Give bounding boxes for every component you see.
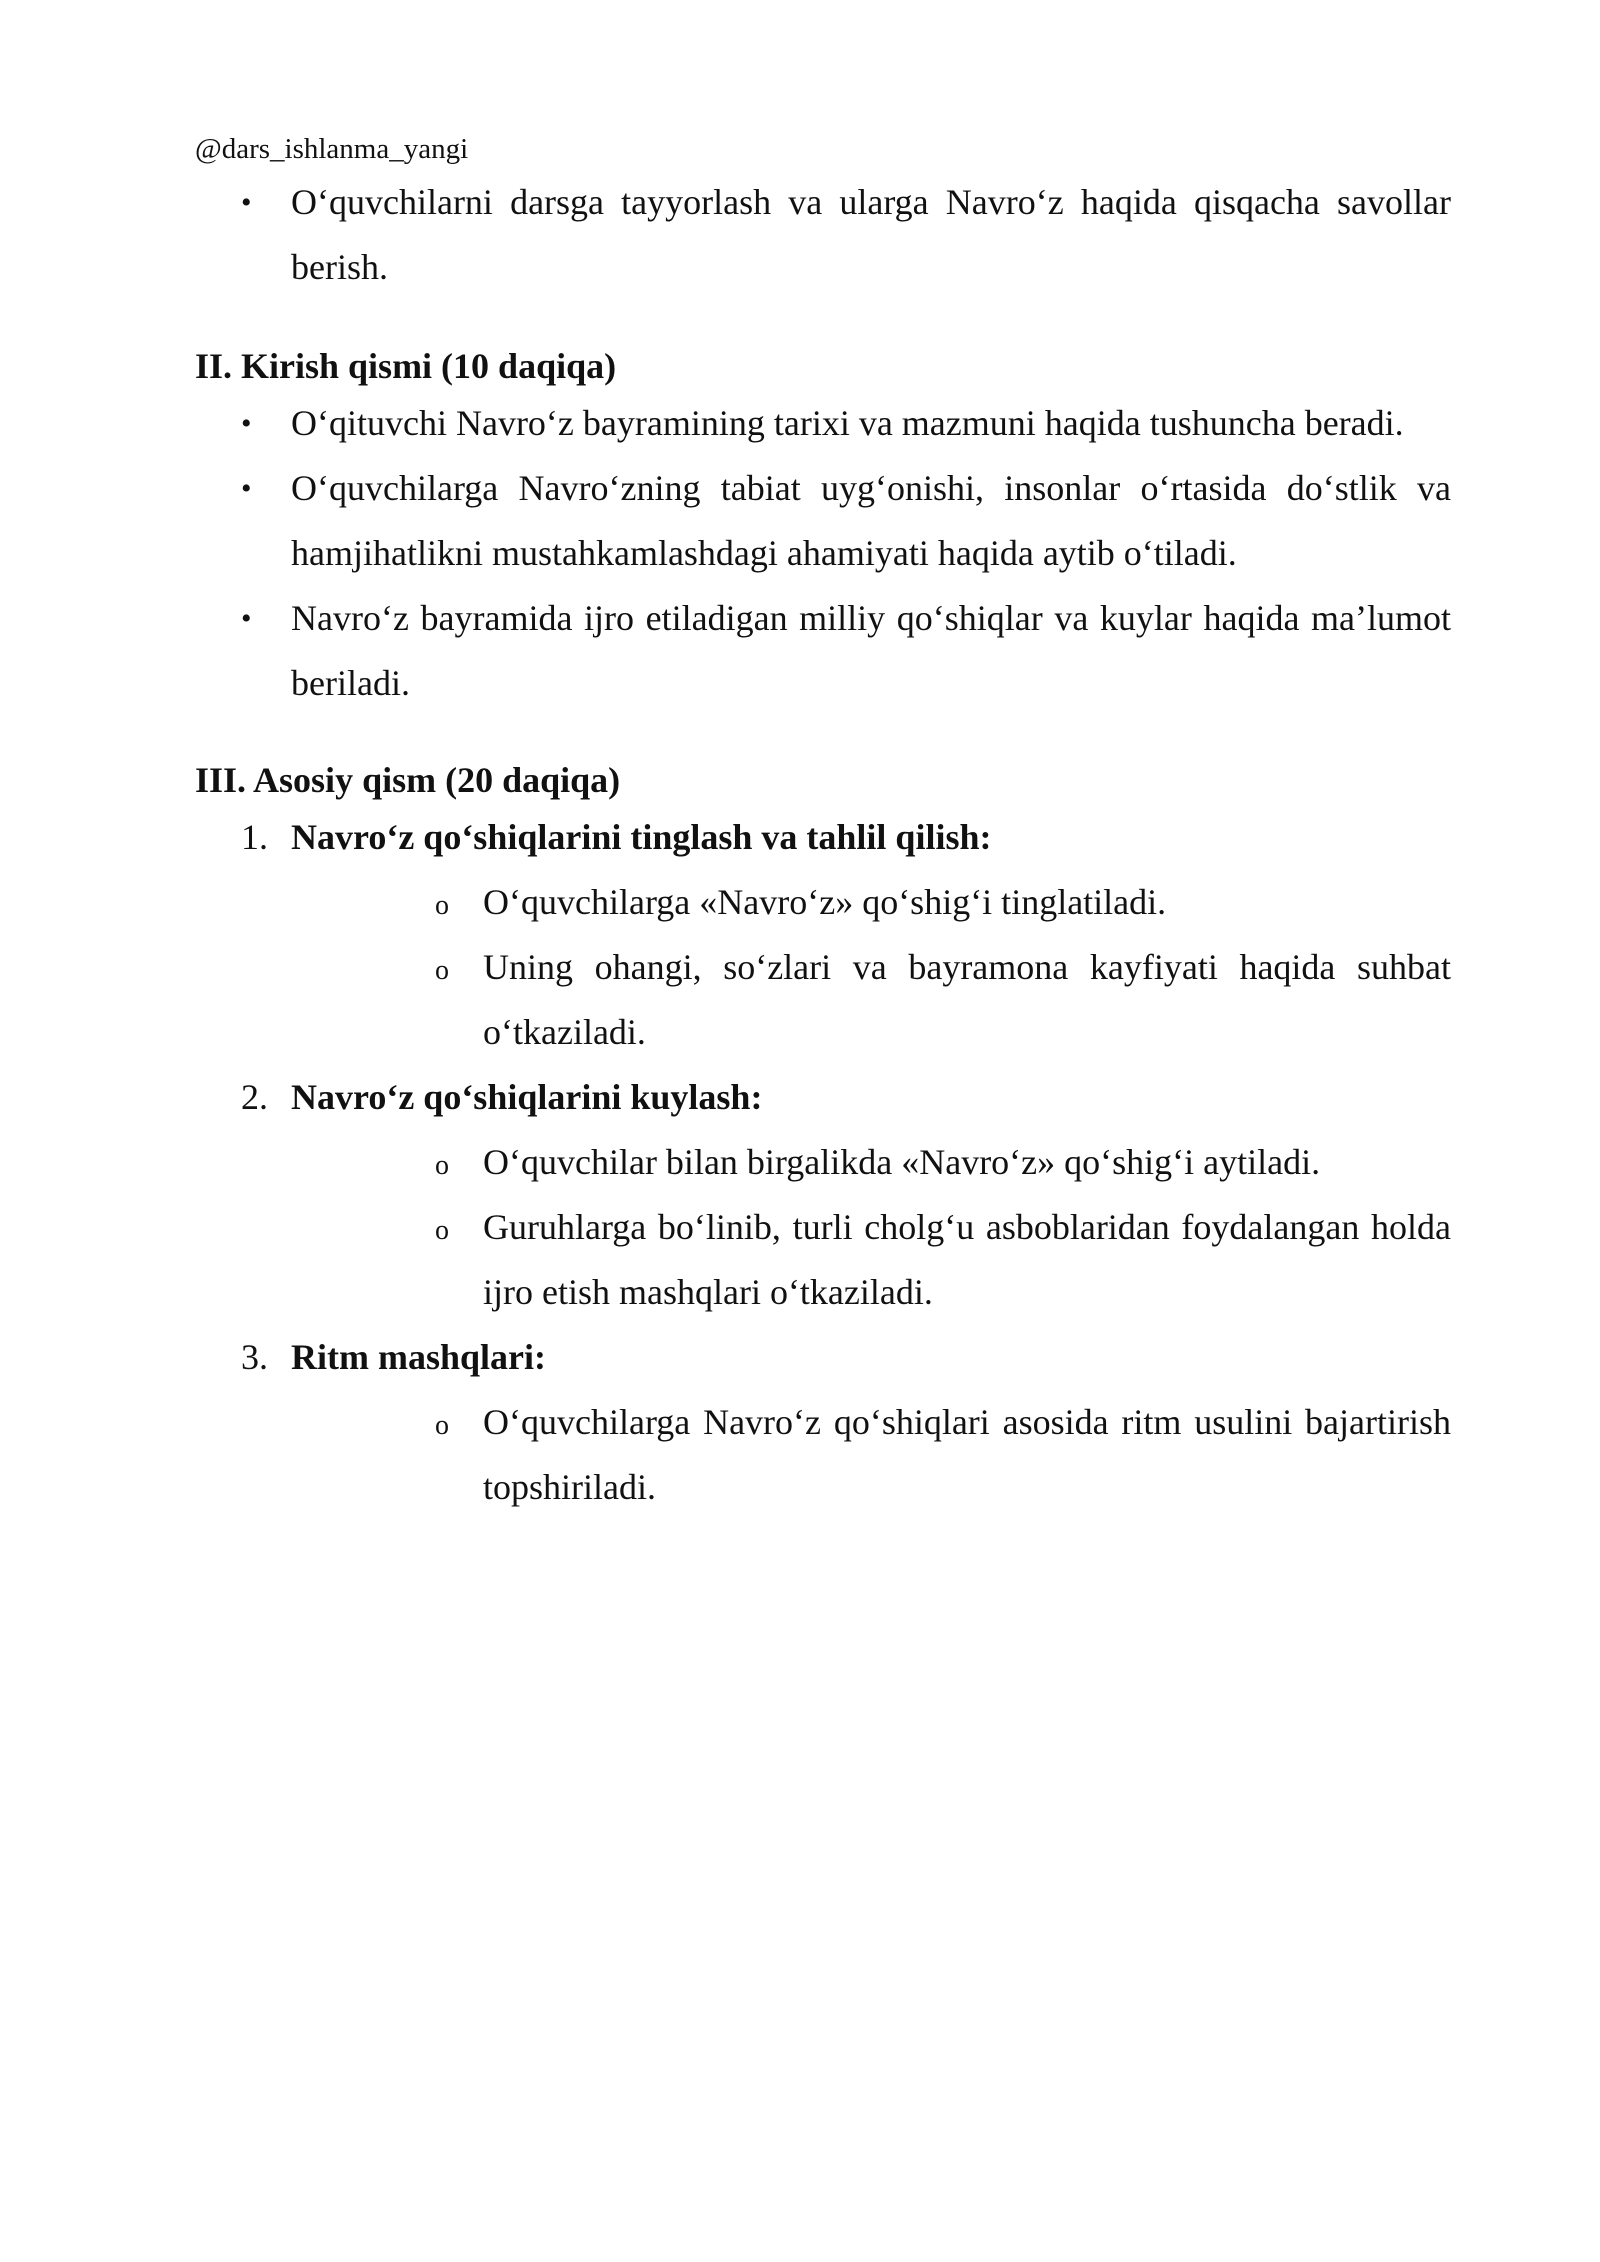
bullet-marker: • bbox=[241, 602, 252, 635]
bullet-marker: • bbox=[241, 407, 252, 440]
list-item bbox=[195, 170, 1451, 300]
sub-list-item-text: O‘quvchilarga «Navro‘z» qo‘shig‘i tinglatiladi. bbox=[483, 882, 1167, 922]
sub-list-item-text: Guruhlarga bo‘linib, turli cholg‘u asboblaridan foydalangan holda ijro etish mashqlari o‘tkaziladi. bbox=[483, 1207, 1451, 1312]
asosiy-numbered-list bbox=[195, 805, 1451, 1520]
kirish-bullet-list bbox=[195, 391, 1451, 716]
list-item bbox=[195, 586, 1451, 716]
step-number: 3. bbox=[241, 1337, 268, 1377]
sub-list-item bbox=[291, 935, 1451, 1065]
sub-bullet-marker: o bbox=[435, 1410, 449, 1441]
list-item-text: O‘qituvchi Navro‘z bayramining tarixi va mazmuni haqida tushuncha beradi. bbox=[291, 403, 1404, 443]
numbered-step bbox=[195, 1065, 1451, 1325]
step-title: Navro‘z qo‘shiqlarini kuylash: bbox=[291, 1077, 763, 1117]
sub-bullet-marker: o bbox=[435, 1215, 449, 1246]
channel-watermark: @dars_ishlanma_yangi bbox=[195, 133, 469, 165]
sub-item-list bbox=[291, 1390, 1451, 1520]
list-item bbox=[195, 456, 1451, 586]
list-item bbox=[195, 391, 1451, 456]
section-heading-asosiy: III. Asosiy qism (20 daqiqa) bbox=[195, 760, 621, 800]
intro-bullet-list bbox=[195, 170, 1451, 300]
sub-list-item bbox=[291, 1195, 1451, 1325]
sub-list-item bbox=[291, 1390, 1451, 1520]
sub-item-list bbox=[291, 870, 1451, 1065]
sub-list-item-text: O‘quvchilarga Navro‘z qo‘shiqlari asosida ritm usulini bajartirish topshiriladi. bbox=[483, 1402, 1451, 1507]
step-title: Ritm mashqlari: bbox=[291, 1337, 546, 1377]
step-number: 2. bbox=[241, 1077, 268, 1117]
step-number: 1. bbox=[241, 817, 268, 857]
list-item-text: Navro‘z bayramida ijro etiladigan milliy qo‘shiqlar va kuylar haqida ma’lumot beriladi. bbox=[291, 598, 1451, 703]
numbered-step bbox=[195, 1325, 1451, 1520]
sub-list-item bbox=[291, 870, 1451, 935]
sub-bullet-marker: o bbox=[435, 1150, 449, 1181]
sub-list-item-text: O‘quvchilar bilan birgalikda «Navro‘z» qo‘shig‘i aytiladi. bbox=[483, 1142, 1321, 1182]
list-item-text: O‘quvchilarni darsga tayyorlash va ularga Navro‘z haqida qisqacha savollar berish. bbox=[291, 182, 1451, 287]
bullet-marker: • bbox=[241, 472, 252, 505]
step-title: Navro‘z qo‘shiqlarini tinglash va tahlil qilish: bbox=[291, 817, 992, 857]
sub-bullet-marker: o bbox=[435, 890, 449, 921]
list-item-text: O‘quvchilarga Navro‘zning tabiat uyg‘onishi, insonlar o‘rtasida do‘stlik va hamjihatlikni mustahkamlashdagi ahamiyati haqida aytib o‘tiladi. bbox=[291, 468, 1451, 573]
numbered-step bbox=[195, 805, 1451, 1065]
bullet-marker: • bbox=[241, 186, 252, 219]
sub-list-item-text: Uning ohangi, so‘zlari va bayramona kayfiyati haqida suhbat o‘tkaziladi. bbox=[483, 947, 1451, 1052]
page-content bbox=[195, 128, 1451, 1520]
sub-list-item bbox=[291, 1130, 1451, 1195]
sub-bullet-marker: o bbox=[435, 955, 449, 986]
section-heading-kirish: II. Kirish qismi (10 daqiqa) bbox=[195, 346, 617, 386]
sub-item-list bbox=[291, 1130, 1451, 1325]
